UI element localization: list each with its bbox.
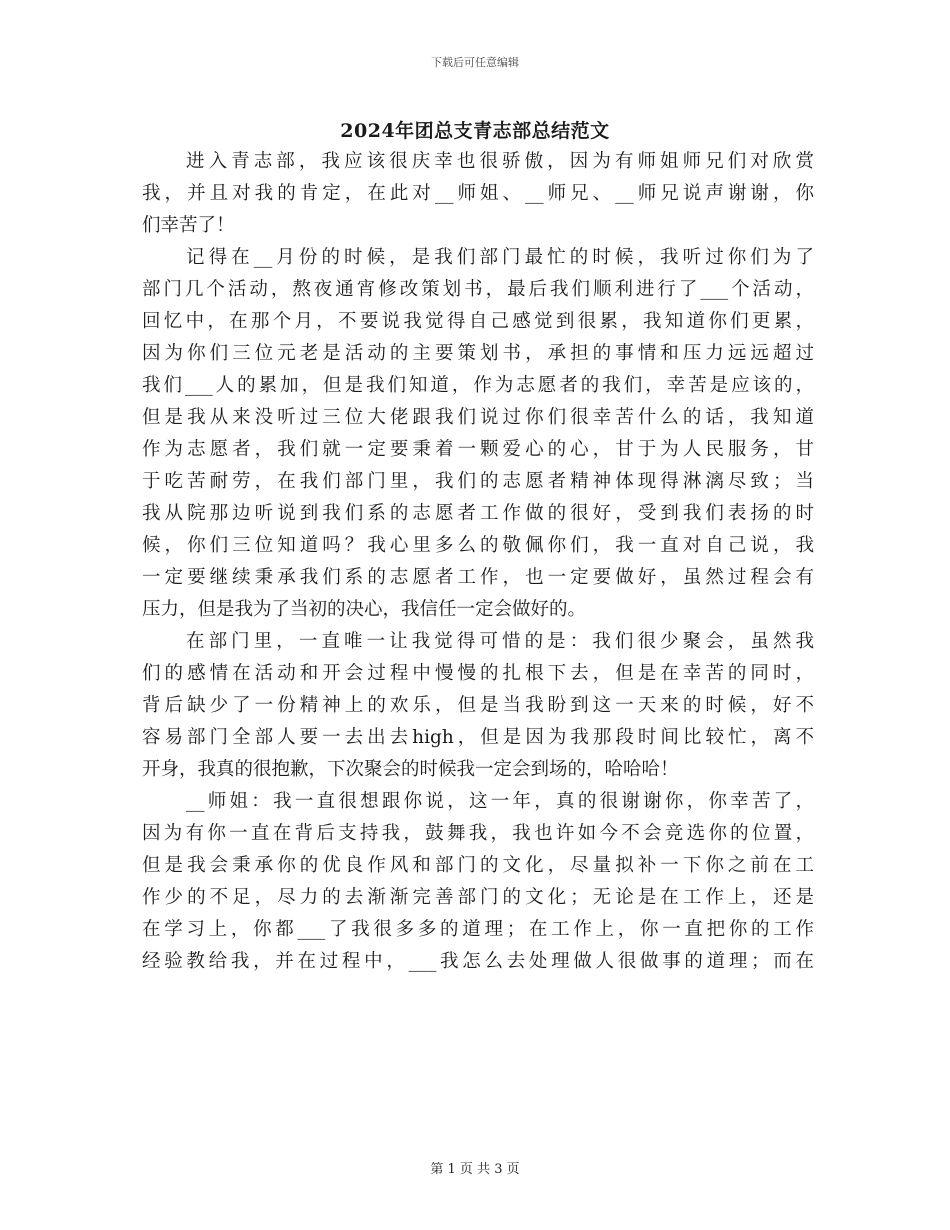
paragraph: [142, 242, 814, 626]
text-line: 进入青志部，我应该很庆幸也很骄傲，因为有师姐师兄们对欣赏: [186, 151, 814, 172]
text-line: 因为你们三位元老是活动的主要策划书，承担的事情和压力远远超过: [142, 343, 814, 364]
text-line: 在部门里，一直唯一让我觉得可惜的是：我们很少聚会，虽然我: [186, 631, 814, 652]
paragraph: [142, 146, 814, 242]
document-title: 2024年团总支青志部总结范文: [340, 120, 610, 142]
text-line: 开身，我真的很抱歉，下次聚会的时候我一定会到场的，哈哈哈！: [142, 759, 679, 780]
text-line: 容易部门全部人要一去出去high，但是因为我那段时间比较忙，离不: [142, 727, 814, 748]
text-line: 候，你们三位知道吗？我心里多么的敬佩你们，我一直对自己说，我: [142, 535, 814, 556]
text-line: 但是我会秉承你的优良作风和部门的文化，尽量拟补一下你之前在工: [142, 855, 814, 876]
text-line: 部门几个活动，熬夜通宵修改策划书，最后我们顺利进行了___个活动，: [142, 279, 814, 300]
text-line: 经验教给我，并在过程中，___我怎么去处理做人很做事的道理；而在: [142, 951, 814, 972]
text-line: 压力，但是我为了当初的决心，我信任一定会做好的。: [142, 599, 587, 620]
page-header-note: 下载后可任意编辑: [431, 56, 519, 69]
text-line: 们的感情在活动和开会过程中慢慢的扎根下去，但是在幸苦的同时，: [142, 663, 814, 684]
text-line: 作少的不足，尽力的去渐渐完善部门的文化；无论是在工作上，还是: [142, 887, 814, 908]
text-line: 一定要继续秉承我们系的志愿者工作，也一定要做好，虽然过程会有: [142, 567, 814, 588]
text-line: 们幸苦了！: [142, 215, 235, 236]
document-body: [142, 146, 814, 978]
text-line: 我从院那边听说到我们系的志愿者工作做的很好，受到我们表扬的时: [142, 503, 814, 524]
text-line: 我们___人的累加，但是我们知道，作为志愿者的我们，幸苦是应该的，: [142, 375, 814, 396]
page-number: 第 1 页 共 3 页: [430, 1162, 520, 1177]
text-line: 回忆中，在那个月，不要说我觉得自己感觉到很累，我知道你们更累，: [142, 311, 814, 332]
text-line: 因为有你一直在背后支持我，鼓舞我，我也许如今不会竞选你的位置，: [142, 823, 814, 844]
text-line: __师姐：我一直很想跟你说，这一年，真的很谢谢你，你幸苦了，: [186, 791, 814, 812]
text-line: 记得在__月份的时候，是我们部门最忙的时候，我听过你们为了: [186, 247, 814, 268]
paragraph: [142, 786, 814, 978]
text-line: 在学习上，你都___了我很多多的道理；在工作上，你一直把你的工作: [142, 919, 814, 940]
text-line: 作为志愿者，我们就一定要秉着一颗爱心的心，甘于为人民服务，甘: [142, 439, 814, 460]
text-line: 但是我从来没听过三位大佬跟我们说过你们很幸苦什么的话，我知道: [142, 407, 814, 428]
text-line: 我，并且对我的肯定，在此对__师姐、__师兄、__师兄说声谢谢，你: [142, 183, 814, 204]
text-line: 背后缺少了一份精神上的欢乐，但是当我盼到这一天来的时候，好不: [142, 695, 814, 716]
text-line: 于吃苦耐劳，在我们部门里，我们的志愿者精神体现得淋漓尽致；当: [142, 471, 814, 492]
paragraph: [142, 626, 814, 786]
